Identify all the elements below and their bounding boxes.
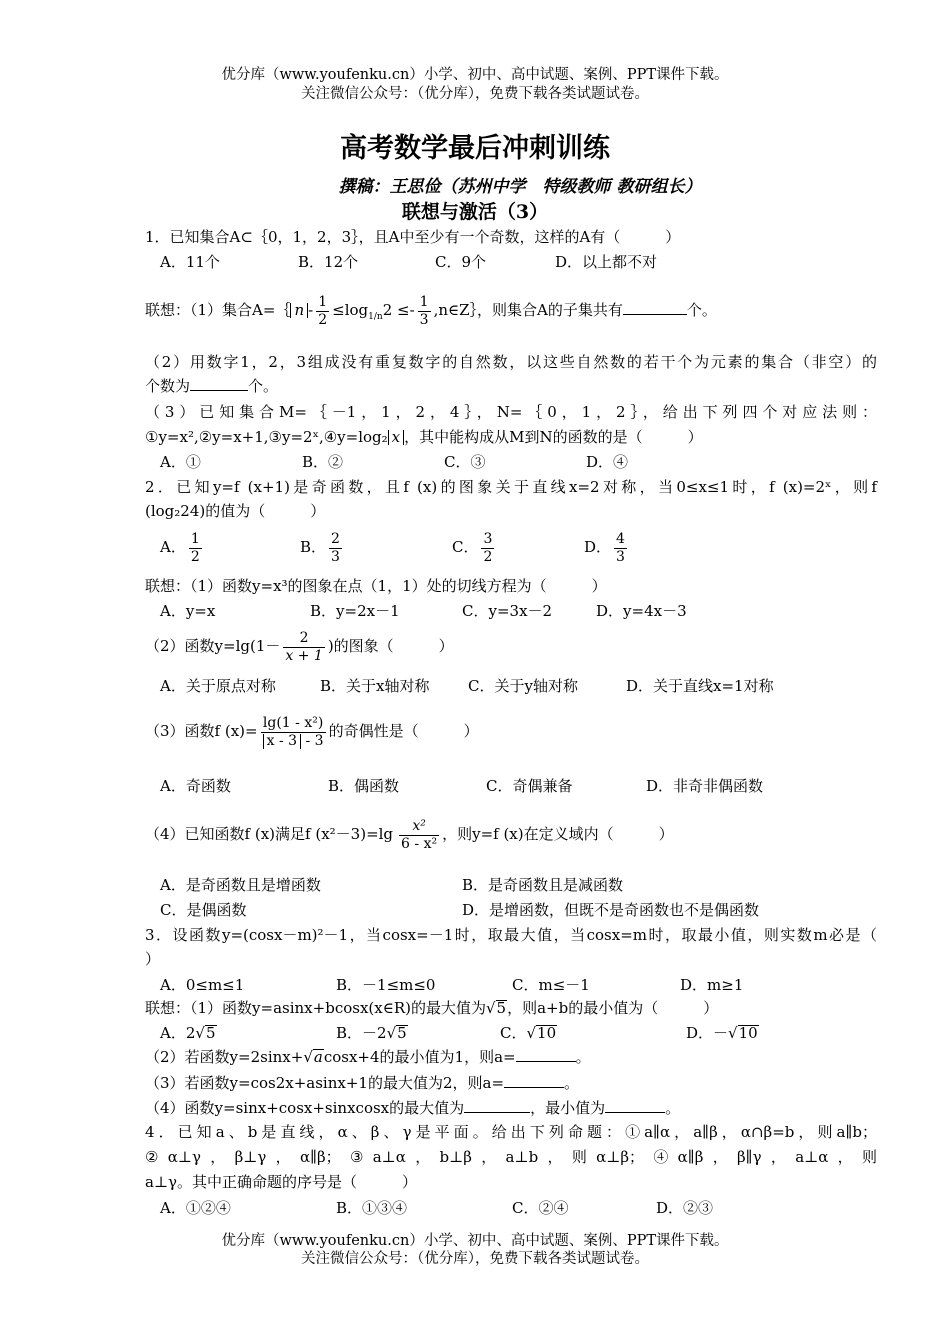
answer-blank [190,376,248,391]
q1-assoc-2-line1: （2）用数字1，2，3组成没有重复数字的自然数，以这些自然数的若干个为元素的集合（非空）的 [145,353,877,371]
frac-den: 3 [616,548,625,565]
q1-assoc1-log: ≤log [332,301,369,319]
option-label: B．－2 [336,1024,387,1042]
q2-assoc2 [145,624,454,668]
q2-assoc1-option-a: A．y=x [160,602,216,620]
author-line: 撰稿：王思俭（苏州中学 特级教师 教研组长） [338,177,702,197]
q1-assoc1-frac2 [418,294,431,329]
q2-assoc4-a: （4）已知函数f (x)满足f (x²－3)=lg [145,825,394,843]
q2-assoc2-option-a: A．关于原点对称 [160,677,276,695]
q1-assoc-3-line2 [145,427,703,447]
q3-assoc1-option-b: B．－2√5 [336,1024,407,1042]
q2-assoc2-frac [283,630,324,665]
q1-assoc1-prefix: 联想：（1）集合A=｛ [145,301,291,319]
option-label: D． [584,538,612,556]
q3-stem-line2: ） [145,950,161,968]
q3-assoc1-option-a: A．2√5 [160,1024,216,1042]
frac-num: 3 [483,530,493,547]
q1-assoc-2-line2 [145,376,278,396]
q3-option-b: B．－1≤m≤0 [336,976,436,994]
frac-num: 2 [283,630,324,648]
q3-assoc2: （2）若函数y=2sinx+√acosx+4的最小值为1，则a= 。 [145,1048,591,1066]
q3-option-a: A．0≤m≤1 [160,976,245,994]
answer-blank [605,1098,665,1113]
q3-assoc1-option-c: C．√10 [500,1024,557,1042]
option-label: C． [500,1024,527,1042]
frac-num: 4 [616,530,625,547]
q2-assoc1-option-d: D．y=4x－3 [596,602,687,620]
q1-assoc1-abs-n: n [290,303,308,318]
frac-num: lg(1 - x²) [261,715,326,733]
q2-option-c [452,528,497,566]
q1-assoc1-base: 1/n [368,312,383,322]
q2-assoc3-a: （3）函数f (x)= [145,722,258,740]
q1-assoc2-end: 个。 [248,377,279,395]
q1-assoc1-mid: 2 ≤- [382,301,415,319]
answer-blank [464,1098,530,1113]
footer-line-1: 优分库（www.youfenku.cn）小学、初中、高中试题、案例、PPT课件下载。 [221,1233,729,1249]
q2-assoc3-option-a: A．奇函数 [160,777,231,795]
q1-assoc3-text-a: ①y=x²,②y=x+1,③y=2ˣ,④y=log₂ [145,428,388,446]
q3-assoc2-a: （2）若函数y=2sinx+ [145,1048,304,1066]
sqrt-radicand: 5 [397,1024,407,1042]
option-label: A．2 [160,1024,196,1042]
q3-assoc1-b: ，则a+b的最小值为（ ） [507,999,719,1017]
answer-blank [516,1047,576,1062]
q2-stem-line1: 2．已知y=f (x+1)是奇函数，且f (x)的图象关于直线x=2对称，当0≤x≤1时，f (x)=2ˣ，则f [145,478,877,496]
q1-assoc3-text-b: ，其中能构成从M到N的函数的是（ ） [404,428,703,446]
q2-assoc4 [145,812,674,856]
frac-den: 6 - x² [401,835,438,852]
option-frac [614,531,627,566]
option-frac [481,531,494,566]
q3-option-d: D．m≥1 [680,976,744,994]
q3-stem-line1: 3．设函数y=(cosx－m)²－1，当cosx=－1时，取最大值，当cosx=m时，取最小值，则实数m必是（ [145,926,877,944]
q4-line2: ②α⊥γ，β⊥γ，α∥β；③a⊥α，b⊥β，a⊥b，则α⊥β；④α∥β，β∥γ，a⊥α，则 [145,1148,877,1166]
q2-assoc4-option-d: D．是增函数，但既不是奇函数也不是偶函数 [462,901,760,919]
q2-assoc3-b: 的奇偶性是（ ） [328,722,479,740]
sqrt-radicand: 5 [496,999,507,1017]
option-frac [189,531,202,566]
q2-assoc4-option-c: C．是偶函数 [160,901,247,919]
q2-assoc2-b: )的图象（ ） [327,637,454,655]
q2-option-d [584,528,630,566]
frac-den: 2 [483,548,493,565]
den-tail: - 3 [305,732,324,749]
frac-num: 1 [318,293,328,310]
q2-assoc1-stem: 联想：（1）函数y=x³的图象在点（1，1）处的切线方程为（ ） [145,577,607,595]
q4-line1: 4．已知a、b是直线，α、β、γ是平面。给出下列命题：①a∥α，a∥β，α∩β=b，则a∥b； [145,1123,877,1141]
q2-assoc3-option-d: D．非奇非偶函数 [646,777,764,795]
q4-option-c: C．②④ [512,1199,569,1217]
q1-assoc1-minus: - [308,301,314,319]
answer-blank [623,300,687,315]
q1-assoc3-option-d: D．④ [586,453,629,471]
option-label: B． [300,538,327,556]
q1-assoc1-frac1 [316,294,329,329]
q3-assoc3 [145,1073,579,1093]
q3-assoc3-end: 。 [564,1074,580,1092]
q2-assoc4-frac [399,818,439,853]
q2-assoc1-option-b: B．y=2x－1 [310,602,400,620]
frac-num: 1 [419,293,429,310]
q1-option-b: B．12个 [298,253,359,271]
q2-option-b [300,528,345,566]
q2-stem-line2: (log₂24)的值为（ ） [145,502,326,520]
q1-assoc-3-line1: （3）已知集合M=｛－1，1，2，4｝，N=｛0，1，2｝，给出下列四个对应法则： [145,403,877,421]
frac-den: 3 [331,548,340,565]
footer-line-2: 关注微信公众号：（优分库），免费下载各类试题试卷。 [301,1251,649,1267]
sqrt-radicand: 10 [738,1024,758,1042]
q1-option-a: A．11个 [160,253,220,271]
q2-assoc3 [145,708,479,754]
q1-assoc3-option-a: A．① [160,453,201,471]
q1-assoc3-option-b: B．② [302,453,344,471]
q1-assoc3-abs-x: x [388,430,404,445]
header-line-2: 关注微信公众号：（优分库），免费下载各类试题试卷。 [301,86,649,102]
q4-option-a: A．①②④ [160,1199,231,1217]
q4-option-b: B．①③④ [336,1199,408,1217]
q3-assoc2-b: cosx+4的最小值为1，则a= [323,1048,516,1066]
q1-assoc2-prefix: 个数为 [145,377,191,395]
q2-assoc2-option-b: B．关于x轴对称 [320,677,430,695]
frac-num: 2 [331,530,340,547]
q2-assoc4-option-a: A．是奇函数且是增函数 [160,876,321,894]
q2-assoc3-frac [261,715,326,750]
option-frac [329,531,342,566]
q2-assoc2-option-c: C．关于y轴对称 [468,677,578,695]
q1-stem: 1．已知集合A⊂｛0，1，2，3｝，且A中至少有一个奇数，这样的A有（ ） [145,228,681,246]
q4-option-d: D．②③ [656,1199,714,1217]
option-label: D．－ [686,1024,729,1042]
q1-assoc1-tail: ,n∈Z｝，则集合A的子集共有 [433,301,623,319]
q3-assoc3-a: （3）若函数y=cos2x+asinx+1的最大值为2，则a= [145,1074,505,1092]
page-title: 高考数学最后冲刺训练 [340,133,610,164]
q1-assoc1-end: 个。 [686,301,717,319]
q2-option-a [160,528,205,566]
q3-assoc1: 联想：（1）函数y=asinx+bcosx(x∈R)的最大值为√5，则a+b的最小值为（ ） [145,999,719,1017]
q4-line3: a⊥γ。其中正确命题的序号是（ ） [145,1173,418,1191]
frac-den: 3 [419,311,429,328]
frac-num: 1 [190,530,200,547]
q3-assoc4-b: ，最小值为 [530,1099,606,1117]
section-subtitle: 联想与激活（3） [401,201,549,223]
q2-assoc2-a: （2）函数y=lg(1－ [145,637,281,655]
q1-assoc-1 [145,288,717,339]
sqrt-radicand: 5 [205,1024,216,1042]
q2-assoc2-option-d: D．关于直线x=1对称 [626,677,774,695]
q2-assoc1-option-c: C．y=3x－2 [462,602,553,620]
frac-den: x + 1 [285,647,323,664]
q1-assoc3-option-c: C．③ [444,453,486,471]
q2-assoc4-option-b: B．是奇函数且是减函数 [462,876,624,894]
q3-assoc1-a: 联想：（1）函数y=asinx+bcosx(x∈R)的最大值为 [145,999,486,1017]
sqrt-radicand: a [313,1048,323,1066]
q1-option-c: C．9个 [435,253,487,271]
frac-den: 2 [318,311,328,328]
q1-option-d: D．以上都不对 [555,253,658,271]
q2-assoc3-option-c: C．奇偶兼备 [486,777,573,795]
header-line-1: 优分库（www.youfenku.cn）小学、初中、高中试题、案例、PPT课件下载。 [221,67,729,83]
abs-expr: x - 3 [263,734,301,749]
q3-assoc2-end: 。 [575,1048,591,1066]
q2-assoc4-b: ，则y=f (x)在定义域内（ ） [442,825,674,843]
frac-den: 2 [190,548,200,565]
answer-blank [504,1073,564,1088]
frac-num: x² [399,818,439,836]
q2-assoc3-option-b: B．偶函数 [328,777,400,795]
q3-assoc4-end: 。 [665,1099,681,1117]
q3-assoc4 [145,1098,680,1118]
frac-den [261,733,326,750]
q3-assoc1-option-d: D．－√10 [686,1024,758,1042]
sqrt-radicand: 10 [537,1024,557,1042]
option-label: C． [452,538,479,556]
option-label: A． [160,538,186,556]
q3-assoc4-a: （4）函数y=sinx+cosx+sinxcosx的最大值为 [145,1099,465,1117]
q3-option-c: C．m≤－1 [512,976,590,994]
